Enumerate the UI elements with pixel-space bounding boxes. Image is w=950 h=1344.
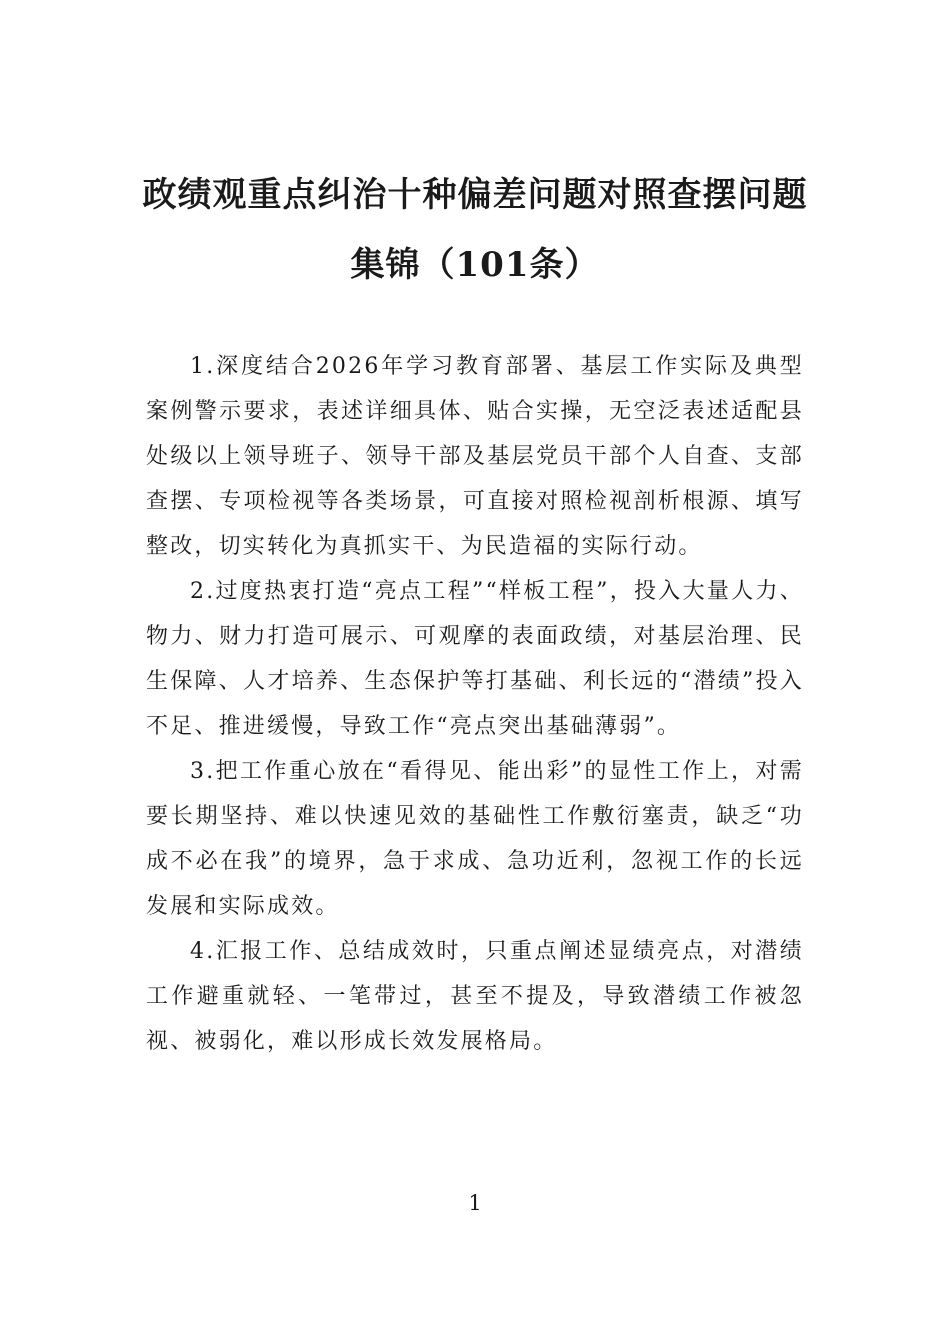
paragraph-4: 4.汇报工作、总结成效时，只重点阐述显绩亮点，对潜绩工作避重就轻、一笔带过，甚至不提及，导致潜绩工作被忽视、被弱化，难以形成长效发展格局。 bbox=[146, 939, 804, 1054]
document-body bbox=[146, 344, 804, 1064]
paragraph-2: 2.过度热衷打造“亮点工程”“样板工程”，投入大量人力、物力、财力打造可展示、可观摩的表面政绩，对基层治理、民生保障、人才培养、生态保护等打基础、利长远的“潜绩”投入不足、推进缓慢，导致工作“亮点突出基础薄弱”。 bbox=[146, 579, 804, 739]
document-title: 政绩观重点纠治十种偏差问题对照查摆问题集锦（101条） bbox=[142, 175, 808, 285]
paragraph-3: 3.把工作重心放在“看得见、能出彩”的显性工作上，对需要长期坚持、难以快速见效的基础性工作敷衍塞责，缺乏“功成不必在我”的境界，急于求成、急功近利，忽视工作的长远发展和实际成效。 bbox=[146, 759, 804, 919]
paragraph-1: 1.深度结合2026年学习教育部署、基层工作实际及典型案例警示要求，表述详细具体、贴合实操，无空泛表述适配县处级以上领导班子、领导干部及基层党员干部个人自查、支部查摆、专项检视等各类场景，可直接对照检视剖析根源、填写整改，切实转化为真抓实干、为民造福的实际行动。 bbox=[146, 354, 804, 559]
page-number: 1 bbox=[468, 1191, 482, 1215]
